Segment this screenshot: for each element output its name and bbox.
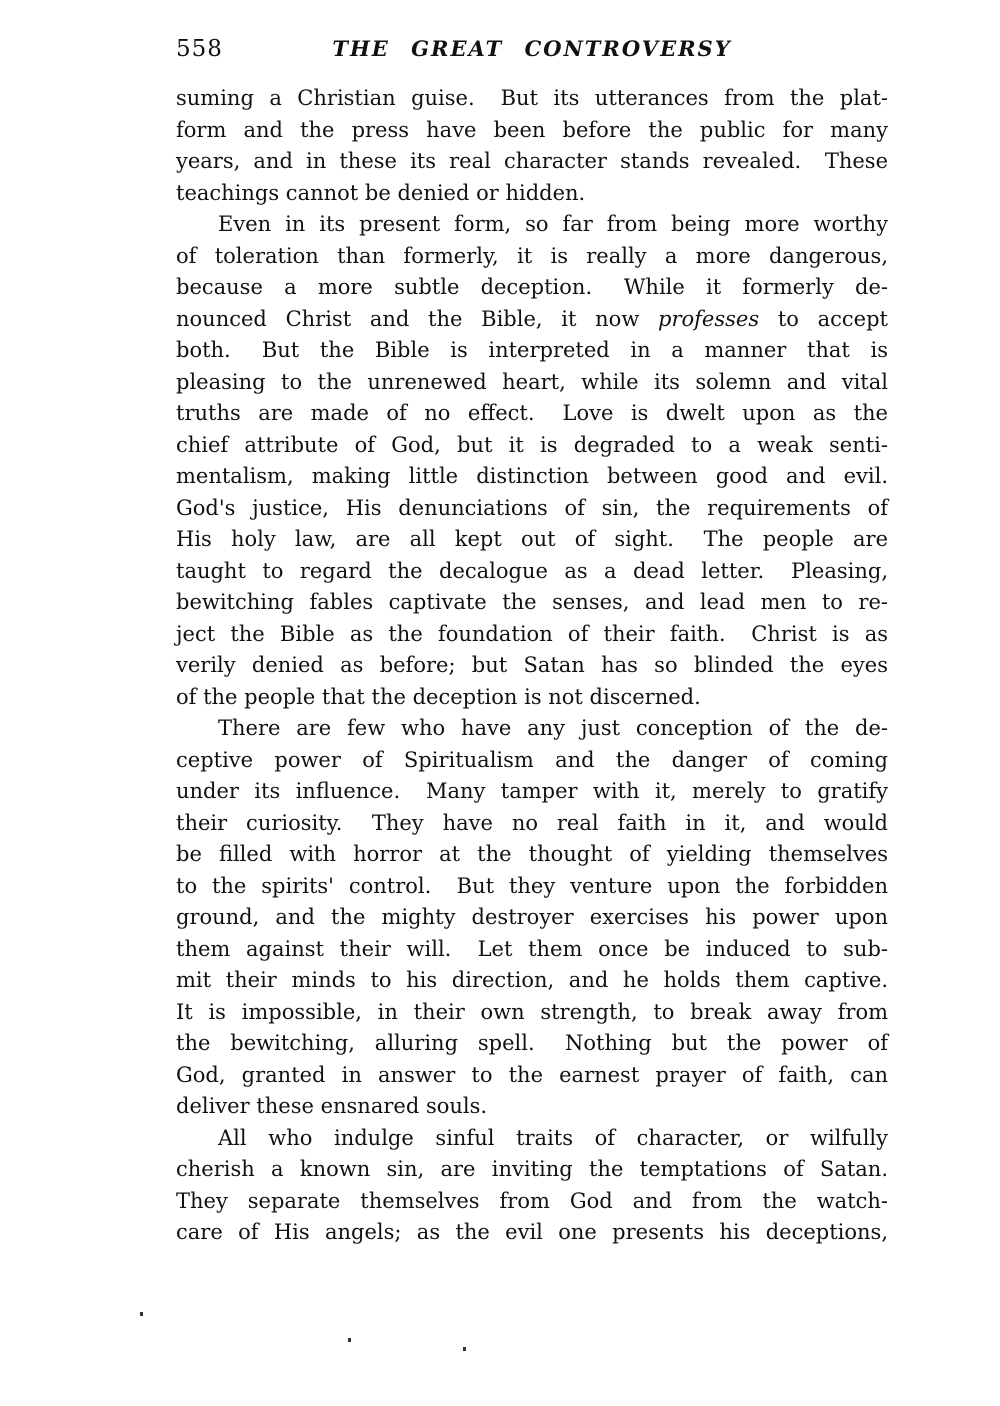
running-header bbox=[176, 34, 888, 64]
text-line: His holy law, are all kept out of sight. The people are bbox=[176, 527, 888, 551]
running-title: THE GREAT CONTROVERSY bbox=[332, 36, 732, 61]
text-line: There are few who have any just conception of the de- bbox=[218, 716, 888, 740]
text-line: ground, and the mighty destroyer exercises his power upon bbox=[176, 905, 888, 929]
scan-speck bbox=[140, 1312, 143, 1316]
text-span: nounced Christ and the Bible, it now bbox=[176, 306, 659, 331]
text-line: their curiosity. They have no real faith in it, and would bbox=[176, 810, 888, 835]
text-line: They separate themselves from God and from the watch- bbox=[176, 1188, 888, 1213]
text-line: be filled with horror at the thought of yielding themselves bbox=[176, 842, 888, 866]
paragraph bbox=[176, 209, 888, 713]
text-line: to the spirits' control. But they venture upon the forbidden bbox=[176, 873, 888, 898]
text-line: form and the press have been before the public for many bbox=[176, 117, 888, 142]
text-line: pleasing to the unrenewed heart, while its solemn and vital bbox=[176, 369, 888, 394]
text-line bbox=[176, 304, 888, 336]
text-line: It is impossible, in their own strength, to break away from bbox=[176, 999, 888, 1024]
text-line: teachings cannot be denied or hidden. bbox=[176, 180, 586, 205]
italic-word: professes bbox=[658, 306, 760, 331]
text-line: both. But the Bible is interpreted in a manner that is bbox=[176, 338, 888, 362]
text-line: ject the Bible as the foundation of their faith. Christ is as bbox=[176, 621, 888, 646]
text-line: taught to regard the decalogue as a dead letter. Pleasing, bbox=[176, 558, 888, 583]
text-line: God's justice, His denunciations of sin, the requirements of bbox=[176, 495, 888, 520]
text-line: deliver these ensnared souls. bbox=[176, 1094, 488, 1118]
text-line: truths are made of no effect. Love is dwelt upon as the bbox=[176, 401, 888, 425]
scan-speck bbox=[348, 1338, 351, 1342]
text-line: bewitching fables captivate the senses, and lead men to re- bbox=[176, 590, 888, 614]
paragraph bbox=[176, 83, 888, 209]
text-line: verily denied as before; but Satan has so blinded the eyes bbox=[176, 653, 888, 677]
text-line: mit their minds to his direction, and he holds them captive. bbox=[176, 968, 888, 992]
text-line: of the people that the deception is not discerned. bbox=[176, 684, 701, 709]
text-line: suming a Christian guise. But its utterances from the plat- bbox=[176, 86, 888, 110]
text-line: chief attribute of God, but it is degraded to a weak senti- bbox=[176, 432, 888, 457]
text-line: cherish a known sin, are inviting the temptations of Satan. bbox=[176, 1157, 888, 1181]
text-line: Even in its present form, so far from being more worthy bbox=[218, 212, 888, 236]
page-number: 558 bbox=[176, 36, 223, 62]
text-line: God, granted in answer to the earnest prayer of faith, can bbox=[176, 1062, 888, 1087]
text-line: All who indulge sinful traits of character, or wilfully bbox=[218, 1125, 888, 1150]
text-line: them against their will. Let them once be induced to sub- bbox=[176, 936, 888, 961]
text-line: mentalism, making little distinction between good and evil. bbox=[176, 464, 888, 488]
page-body bbox=[176, 83, 888, 1249]
text-span: to accept bbox=[759, 306, 888, 331]
text-line: of toleration than formerly, it is really a more dangerous, bbox=[176, 243, 888, 268]
text-line: years, and in these its real character stands revealed. These bbox=[176, 149, 888, 173]
text-line: because a more subtle deception. While it formerly de- bbox=[176, 275, 888, 299]
paragraph bbox=[176, 1123, 888, 1249]
paragraph bbox=[176, 713, 888, 1123]
text-line: the bewitching, alluring spell. Nothing but the power of bbox=[176, 1031, 888, 1055]
text-line: under its influence. Many tamper with it, merely to gratify bbox=[176, 779, 888, 803]
text-line: ceptive power of Spiritualism and the danger of coming bbox=[176, 747, 888, 772]
scan-speck bbox=[463, 1347, 466, 1351]
text-line: care of His angels; as the evil one presents his deceptions, bbox=[176, 1220, 888, 1244]
